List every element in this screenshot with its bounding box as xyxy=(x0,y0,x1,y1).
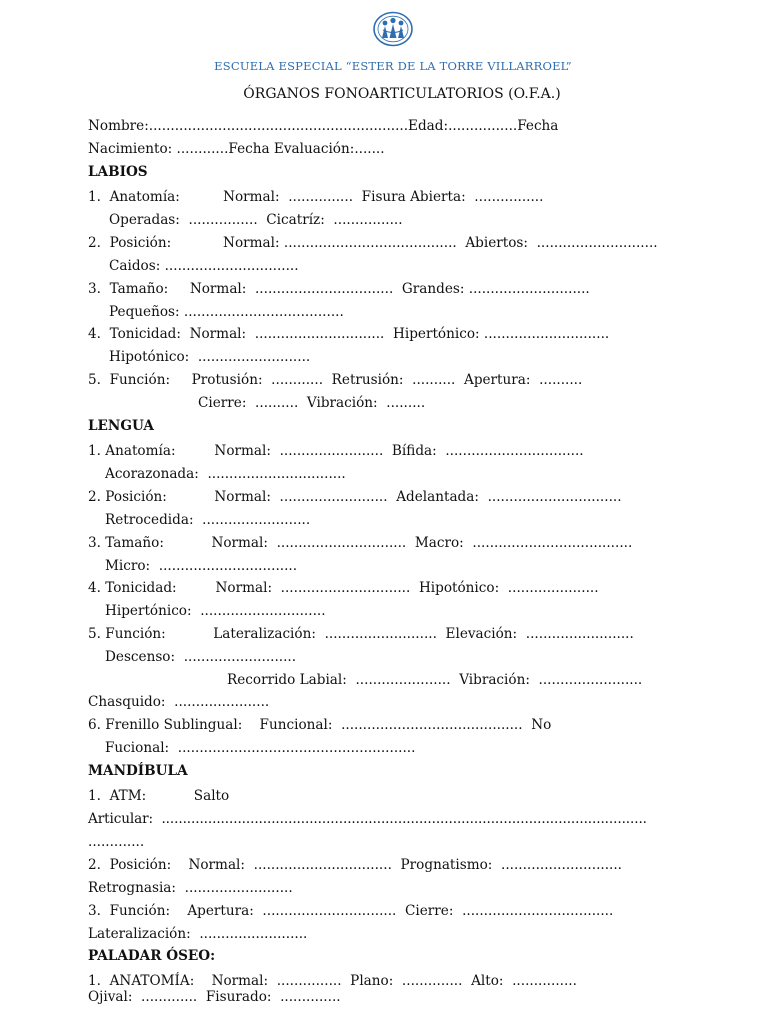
lengua-size-line-cont: Micro: ................................ xyxy=(105,558,298,574)
section-heading-paladar: PALADAR ÓSEO: xyxy=(88,948,216,964)
labios-size-line: 3. Tamaño: Normal: ................................ Grandes: ............................ xyxy=(88,281,590,297)
lengua-tonicity-line-cont: Hipertónico: ............................. xyxy=(105,603,326,619)
mandibula-position-line-cont: Retrognasia: ......................... xyxy=(88,880,293,896)
section-heading-labios: LABIOS xyxy=(88,164,148,180)
labios-anatomy-line-cont: Operadas: ................ Cicatríz: ................ xyxy=(109,212,403,228)
lengua-frenulum-line-cont: Fucional: ....................................................... xyxy=(105,740,416,756)
section-heading-mandibula: MANDÍBULA xyxy=(88,763,188,779)
mandibula-atm-line-cont: Articular: ................................................................................................................... xyxy=(88,811,647,827)
mandibula-atm-line-cont-2: ............. xyxy=(88,834,145,850)
school-emblem-icon xyxy=(372,11,414,47)
lengua-position-line-cont: Retrocedida: ......................... xyxy=(105,512,311,528)
labios-function-line-cont: Cierre: .......... Vibración: ......... xyxy=(198,395,426,411)
labios-position-line-cont: Caidos: ............................... xyxy=(109,258,299,274)
paladar-anatomy-line-cont: Ojival: ............. Fisurado: .............. xyxy=(88,989,341,1005)
lengua-function-line: 5. Función: Lateralización: .......................... Elevación: ......................... xyxy=(88,626,634,642)
mandibula-position-line: 2. Posición: Normal: ................................ Prognatismo: ............................ xyxy=(88,857,622,873)
labios-tonicity-line-cont: Hipotónico: .......................... xyxy=(109,349,311,365)
name-age-line: Nombre:............................................................Edad:................Fecha xyxy=(88,118,559,134)
labios-tonicity-line: 4. Tonicidad: Normal: .............................. Hipertónico: ............................. xyxy=(88,326,610,342)
labios-position-line: 2. Posición: Normal: ........................................ Abiertos: ............................ xyxy=(88,235,658,251)
lengua-tonicity-line: 4. Tonicidad: Normal: .............................. Hipotónico: ..................... xyxy=(88,580,599,596)
birth-evaluation-line: Nacimiento: ............Fecha Evaluación:....... xyxy=(88,141,385,157)
labios-size-line-cont: Pequeños: ..................................... xyxy=(109,304,344,320)
paladar-anatomy-line: 1. ANATOMÍA: Normal: ............... Plano: .............. Alto: ............... xyxy=(88,973,577,989)
labios-function-line: 5. Función: Protusión: ............ Retrusión: .......... Apertura: .......... xyxy=(88,372,583,388)
lengua-size-line: 3. Tamaño: Normal: .............................. Macro: ..................................... xyxy=(88,535,633,551)
lengua-function-line-cont-2: Recorrido Labial: ...................... Vibración: ........................ xyxy=(227,672,643,688)
lengua-anatomy-line: 1. Anatomía: Normal: ........................ Bífida: ................................ xyxy=(88,443,584,459)
lengua-function-line-cont: Descenso: .......................... xyxy=(105,649,297,665)
labios-anatomy-line: 1. Anatomía: Normal: ............... Fisura Abierta: ................ xyxy=(88,189,544,205)
mandibula-function-line: 3. Función: Apertura: ............................... Cierre: ................................... xyxy=(88,903,614,919)
lengua-function-line-cont-3: Chasquido: ...................... xyxy=(88,694,270,710)
document-title: ÓRGANOS FONOARTICULATORIOS (O.F.A.) xyxy=(243,86,561,102)
mandibula-atm-line: 1. ATM: Salto xyxy=(88,788,230,804)
lengua-frenulum-line: 6. Frenillo Sublingual: Funcional: .......................................... No xyxy=(88,717,552,733)
section-heading-lengua: LENGUA xyxy=(88,418,154,434)
lengua-position-line: 2. Posición: Normal: ......................... Adelantada: ............................... xyxy=(88,489,622,505)
school-name: ESCUELA ESPECIAL “ESTER DE LA TORRE VILLARROEL” xyxy=(214,59,572,73)
lengua-anatomy-line-cont: Acorazonada: ................................ xyxy=(105,466,346,482)
mandibula-function-line-cont: Lateralización: ......................... xyxy=(88,926,308,942)
